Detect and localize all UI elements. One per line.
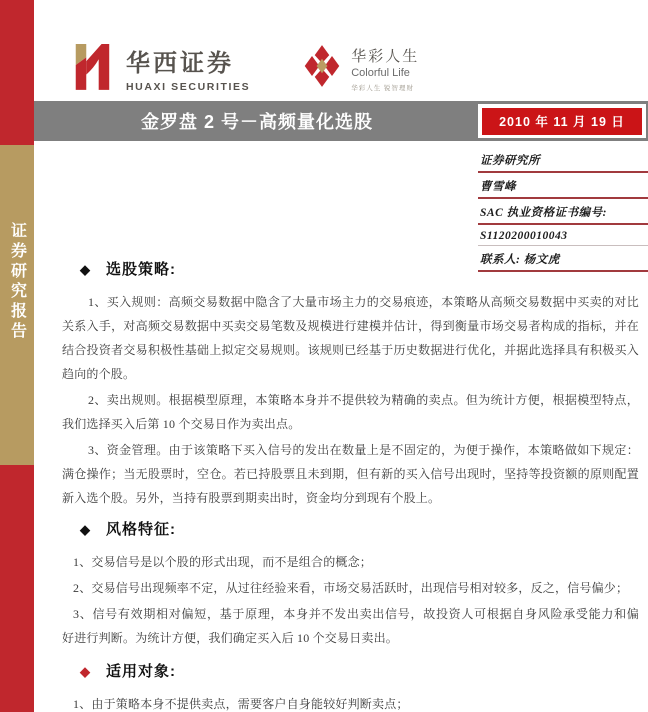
info-row-sac-label: SAC 执业资格证书编号: [478,199,648,225]
report-body [62,260,639,712]
date-frame [478,104,646,138]
section-heading-style-features [62,520,639,540]
style-feature-item-3 [62,602,639,650]
text-line: 1、交易信号是以个股的形式出现，而不是组合的概念； [73,555,373,569]
sidebar-red-bottom [0,465,34,712]
diamond-bullet-icon: ◆ [80,522,91,537]
report-date: 2010 年 11 月 19 日 [482,108,642,135]
text-line: 关系入手，对高频交易数据中买卖交易笔数及规模进行建模并估计，得到衡量市场交易者构成的指标，并在 [62,319,639,333]
analyst-info-block [478,147,648,272]
text-line: 3、资金管理。由于该策略下买入信号的发出在数量上是不固定的，为便于操作，本策略做如下规定： [88,443,639,457]
paragraph-buy-rule [62,290,639,386]
info-row-institute: 证券研究所 [478,147,648,173]
paragraph-sell-rule [62,388,639,436]
section-heading-applicable-targets [62,662,639,682]
text-line: 2、卖出规则。根据模型原理，本策略本身并不提供较为精确的卖点。但为统计方便，根据模型特点， [88,393,639,407]
info-row-analyst: 曹雪峰 [478,173,648,199]
colorful-life-text [351,45,419,92]
info-row-contact: 联系人: 杨文虎 [478,246,648,272]
huaxi-logo-text [126,43,250,93]
colorful-life-slogan: 华彩人生 锐智理财 [351,84,414,92]
text-line: 满仓操作；当无股票时，空仓。若已持股票且未到期，但有新的买入信号出现时，坚持等投资额的原则配置 [62,467,639,481]
logo-header [70,38,419,98]
section-heading-label: 风格特征: [106,521,176,538]
huaxi-name-en: HUAXI SECURITIES [126,81,251,93]
text-line: 结合投资者交易积极性基础上拟定交易规则。该规则已经基于历史数据进行优化，并据此选择具有积极买入 [62,343,639,357]
diamond-bullet-icon: ◆ [80,664,91,679]
style-feature-item-2 [62,576,639,600]
title-bar [34,101,648,141]
section-heading-label: 选股策略: [106,261,176,278]
huaxi-logo [70,38,250,99]
paragraph-money-management [62,438,639,510]
colorful-life-name-cn: 华彩人生 [351,48,420,65]
text-line: 好进行判断。为统计方便，我们确定买入后 10 个交易日卖出。 [62,631,399,645]
text-line: 趋向的个股。 [62,367,136,381]
sidebar-red-top [0,0,34,145]
section-heading-stock-selection [62,260,639,280]
sidebar-vertical-label: 证券研究报告 [8,222,26,342]
colorful-life-name-en: Colorful Life [351,66,410,79]
text-line: 3、信号有效期相对偏短，基于原理，本身并不发出卖出信号，故投资人可根据自身风险承受能力和偏 [73,607,639,621]
text-line: 我们选择买入后第 10 个交易日作为卖出点。 [62,417,301,431]
huaxi-h-icon [70,38,114,99]
style-feature-item-1 [62,550,639,574]
text-line: 1、由于策略本身不提供卖点，需要客户自身能较好判断卖点； [73,697,409,711]
colorful-life-logo [302,43,419,94]
section-heading-label: 适用对象: [106,663,176,680]
text-line: 新入选个股。另外，当持有股票到期卖出时，资金均分到现有个股上。 [62,491,441,505]
info-row-sac-number: S1120200010043 [478,225,648,246]
text-line: 1、买入规则：高频交易数据中隐含了大量市场主力的交易痕迹，本策略从高频交易数据中买卖的对比 [88,295,639,309]
diamond-bullet-icon: ◆ [80,262,91,277]
huaxi-name-cn: 华西证券 [126,51,234,77]
text-line: 2、交易信号出现频率不定，从过往经验来看，市场交易活跃时，出现信号相对较多，反之，信号偏少； [73,581,629,595]
applicable-target-item-1 [62,692,639,712]
report-title: 金罗盘 2 号－高频量化选股 [140,112,373,132]
colorful-life-diamond-icon [302,43,342,94]
sidebar-gold-band [0,145,34,465]
